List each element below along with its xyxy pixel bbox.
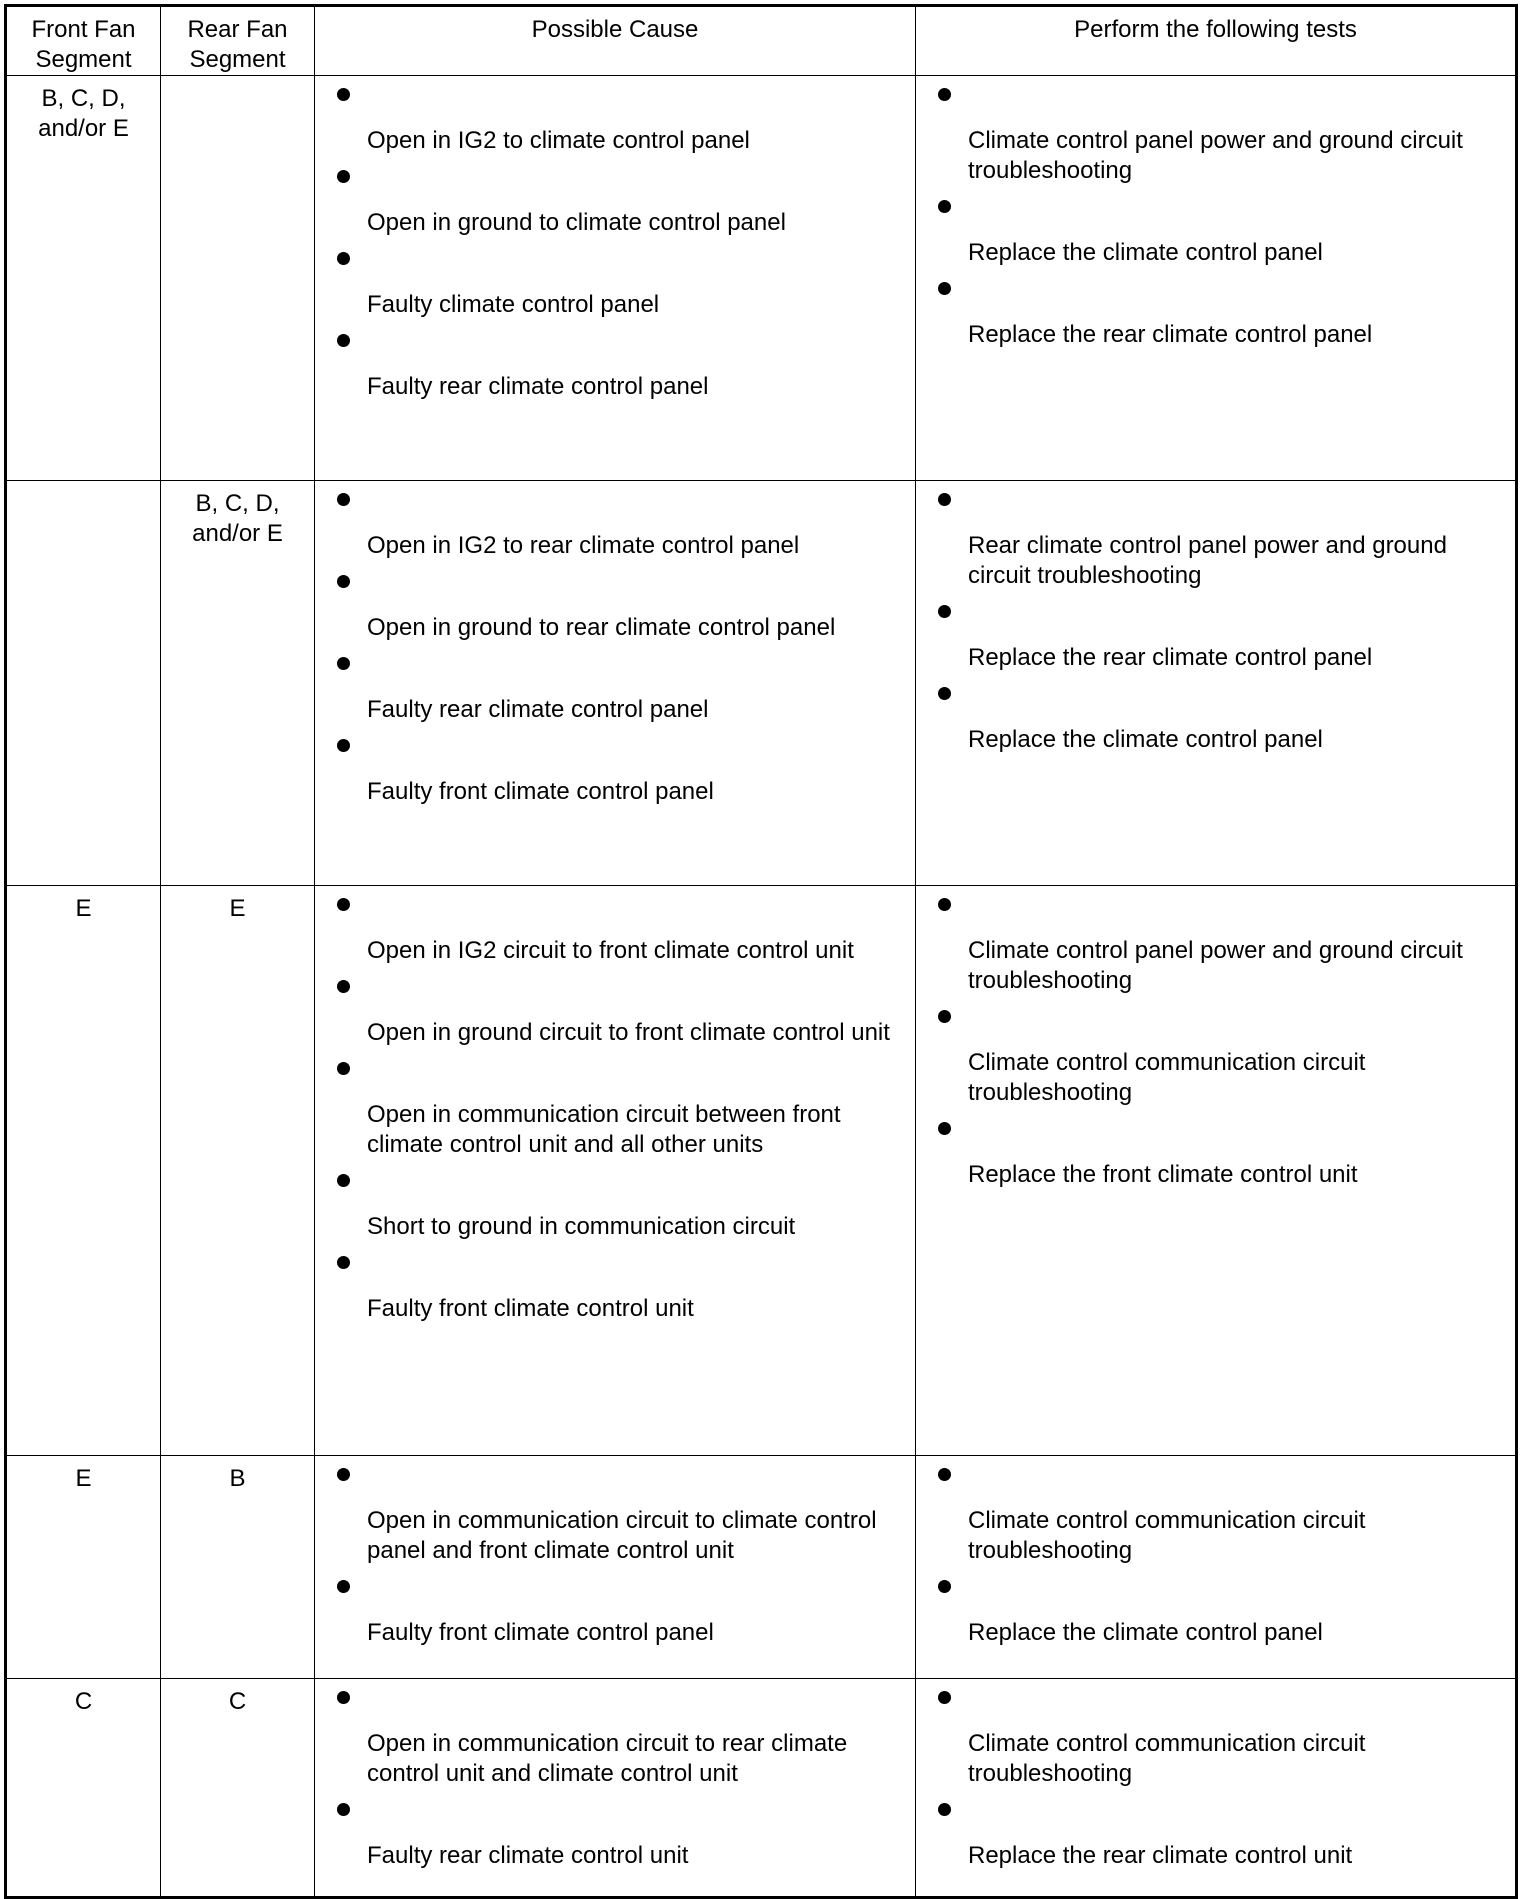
bullet-icon (337, 657, 350, 670)
test-item (916, 1566, 1515, 1648)
bullet-icon (938, 1691, 951, 1704)
possible-cause-cell (315, 1456, 916, 1679)
bullet-icon (337, 493, 350, 506)
test-item (916, 1679, 1515, 1789)
bullet-icon (938, 687, 951, 700)
test-item (916, 76, 1515, 186)
bullet-icon (337, 1062, 350, 1075)
cause-item (315, 1242, 915, 1324)
table-row (6, 76, 1517, 481)
front-fan-segment-cell: E (6, 886, 161, 1456)
tests-cell (916, 1456, 1517, 1679)
rear-fan-segment-cell (161, 76, 315, 481)
cause-item (315, 561, 915, 643)
cause-list (315, 1456, 915, 1648)
bullet-icon (337, 1256, 350, 1269)
possible-cause-cell (315, 76, 916, 481)
cause-text: Faulty rear climate control unit (367, 1842, 689, 1869)
bullet-icon (337, 1468, 350, 1481)
bullet-icon (938, 493, 951, 506)
cause-text: Open in ground to climate control panel (367, 209, 786, 236)
test-text: Replace the rear climate control panel (968, 644, 1373, 671)
bullet-icon (337, 170, 350, 183)
cause-item (315, 886, 915, 966)
cause-text: Faulty climate control panel (367, 291, 660, 318)
cause-text: Open in IG2 to climate control panel (367, 127, 750, 154)
bullet-icon (938, 88, 951, 101)
bullet-icon (938, 1468, 951, 1481)
test-item (916, 673, 1515, 755)
bullet-icon (938, 605, 951, 618)
cause-text: Open in communication circuit between front climate control unit and all other units (367, 1101, 841, 1158)
bullet-icon (337, 334, 350, 347)
cause-text: Faulty rear climate control panel (367, 696, 709, 723)
cause-text: Faulty front climate control unit (367, 1295, 694, 1322)
cause-list (315, 886, 915, 1324)
test-text: Climate control panel power and ground circuit troubleshooting (968, 127, 1463, 184)
cause-item (315, 76, 915, 156)
header-possible-cause: Possible Cause (315, 6, 916, 76)
test-list (916, 1679, 1515, 1871)
cause-text: Open in communication circuit to rear climate control unit and climate control unit (367, 1730, 848, 1787)
test-item (916, 186, 1515, 268)
bullet-icon (337, 252, 350, 265)
test-text: Replace the climate control panel (968, 239, 1323, 266)
cause-text: Open in IG2 to rear climate control panel (367, 532, 800, 559)
test-text: Rear climate control panel power and ground circuit troubleshooting (968, 532, 1447, 589)
bullet-icon (938, 282, 951, 295)
table-body (6, 76, 1517, 1898)
cause-text: Open in IG2 circuit to front climate control unit (367, 937, 854, 964)
possible-cause-cell (315, 886, 916, 1456)
test-list (916, 886, 1515, 1190)
test-text: Replace the rear climate control unit (968, 1842, 1353, 1869)
bullet-icon (938, 1122, 951, 1135)
cause-item (315, 1160, 915, 1242)
cause-list (315, 1679, 915, 1871)
cause-text: Open in ground to rear climate control panel (367, 614, 836, 641)
front-fan-segment-cell (6, 481, 161, 886)
cause-list (315, 76, 915, 402)
test-list (916, 481, 1515, 755)
header-front-fan-segment: Front Fan Segment (6, 6, 161, 76)
test-text: Replace the front climate control unit (968, 1161, 1358, 1188)
test-item (916, 1108, 1515, 1190)
front-fan-segment-cell: C (6, 1679, 161, 1898)
tests-cell (916, 886, 1517, 1456)
bullet-icon (938, 898, 951, 911)
cause-text: Short to ground in communication circuit (367, 1213, 796, 1240)
test-item (916, 1789, 1515, 1871)
test-list (916, 76, 1515, 350)
bullet-icon (337, 1803, 350, 1816)
cause-item (315, 1456, 915, 1566)
test-text: Replace the climate control panel (968, 726, 1323, 753)
test-item (916, 1456, 1515, 1566)
test-item (916, 591, 1515, 673)
cause-text: Faulty front climate control panel (367, 1619, 714, 1646)
cause-item (315, 481, 915, 561)
bullet-icon (337, 898, 350, 911)
test-text: Replace the climate control panel (968, 1619, 1323, 1646)
rear-fan-segment-cell: B (161, 1456, 315, 1679)
cause-item (315, 1566, 915, 1648)
test-item (916, 268, 1515, 350)
test-text: Climate control communication circuit troubleshooting (968, 1507, 1366, 1564)
cause-item (315, 643, 915, 725)
test-item (916, 996, 1515, 1108)
rear-fan-segment-cell: B, C, D, and/or E (161, 481, 315, 886)
bullet-icon (337, 1174, 350, 1187)
table-row (6, 481, 1517, 886)
bullet-icon (938, 200, 951, 213)
bullet-icon (938, 1010, 951, 1023)
test-text: Climate control communication circuit troubleshooting (968, 1730, 1366, 1787)
cause-text: Faulty rear climate control panel (367, 373, 709, 400)
bullet-icon (337, 88, 350, 101)
cause-item (315, 238, 915, 320)
bullet-icon (938, 1803, 951, 1816)
cause-item (315, 1048, 915, 1160)
header-tests: Perform the following tests (916, 6, 1517, 76)
cause-item (315, 1679, 915, 1789)
cause-item (315, 156, 915, 238)
test-text: Climate control communication circuit troubleshooting (968, 1049, 1366, 1106)
possible-cause-cell (315, 481, 916, 886)
cause-item (315, 320, 915, 402)
tests-cell (916, 481, 1517, 886)
bullet-icon (337, 980, 350, 993)
cause-text: Open in ground circuit to front climate control unit (367, 1019, 890, 1046)
cause-list (315, 481, 915, 807)
bullet-icon (337, 1691, 350, 1704)
tests-cell (916, 1679, 1517, 1898)
possible-cause-cell (315, 1679, 916, 1898)
test-text: Climate control panel power and ground circuit troubleshooting (968, 937, 1463, 994)
front-fan-segment-cell: B, C, D, and/or E (6, 76, 161, 481)
test-item (916, 886, 1515, 996)
cause-item (315, 1789, 915, 1871)
front-fan-segment-cell: E (6, 1456, 161, 1679)
tests-cell (916, 76, 1517, 481)
cause-text: Faulty front climate control panel (367, 778, 714, 805)
bullet-icon (337, 575, 350, 588)
header-row (6, 6, 1517, 76)
test-item (916, 481, 1515, 591)
bullet-icon (337, 1580, 350, 1593)
cause-item (315, 725, 915, 807)
header-rear-fan-segment: Rear Fan Segment (161, 6, 315, 76)
table-row (6, 1456, 1517, 1679)
cause-item (315, 966, 915, 1048)
rear-fan-segment-cell: E (161, 886, 315, 1456)
table-header (6, 6, 1517, 76)
test-text: Replace the rear climate control panel (968, 321, 1373, 348)
bullet-icon (938, 1580, 951, 1593)
rear-fan-segment-cell: C (161, 1679, 315, 1898)
bullet-icon (337, 739, 350, 752)
table-row (6, 1679, 1517, 1898)
cause-text: Open in communication circuit to climate control panel and front climate control unit (367, 1507, 877, 1564)
diagnostic-table (4, 4, 1518, 1899)
test-list (916, 1456, 1515, 1648)
table-row (6, 886, 1517, 1456)
